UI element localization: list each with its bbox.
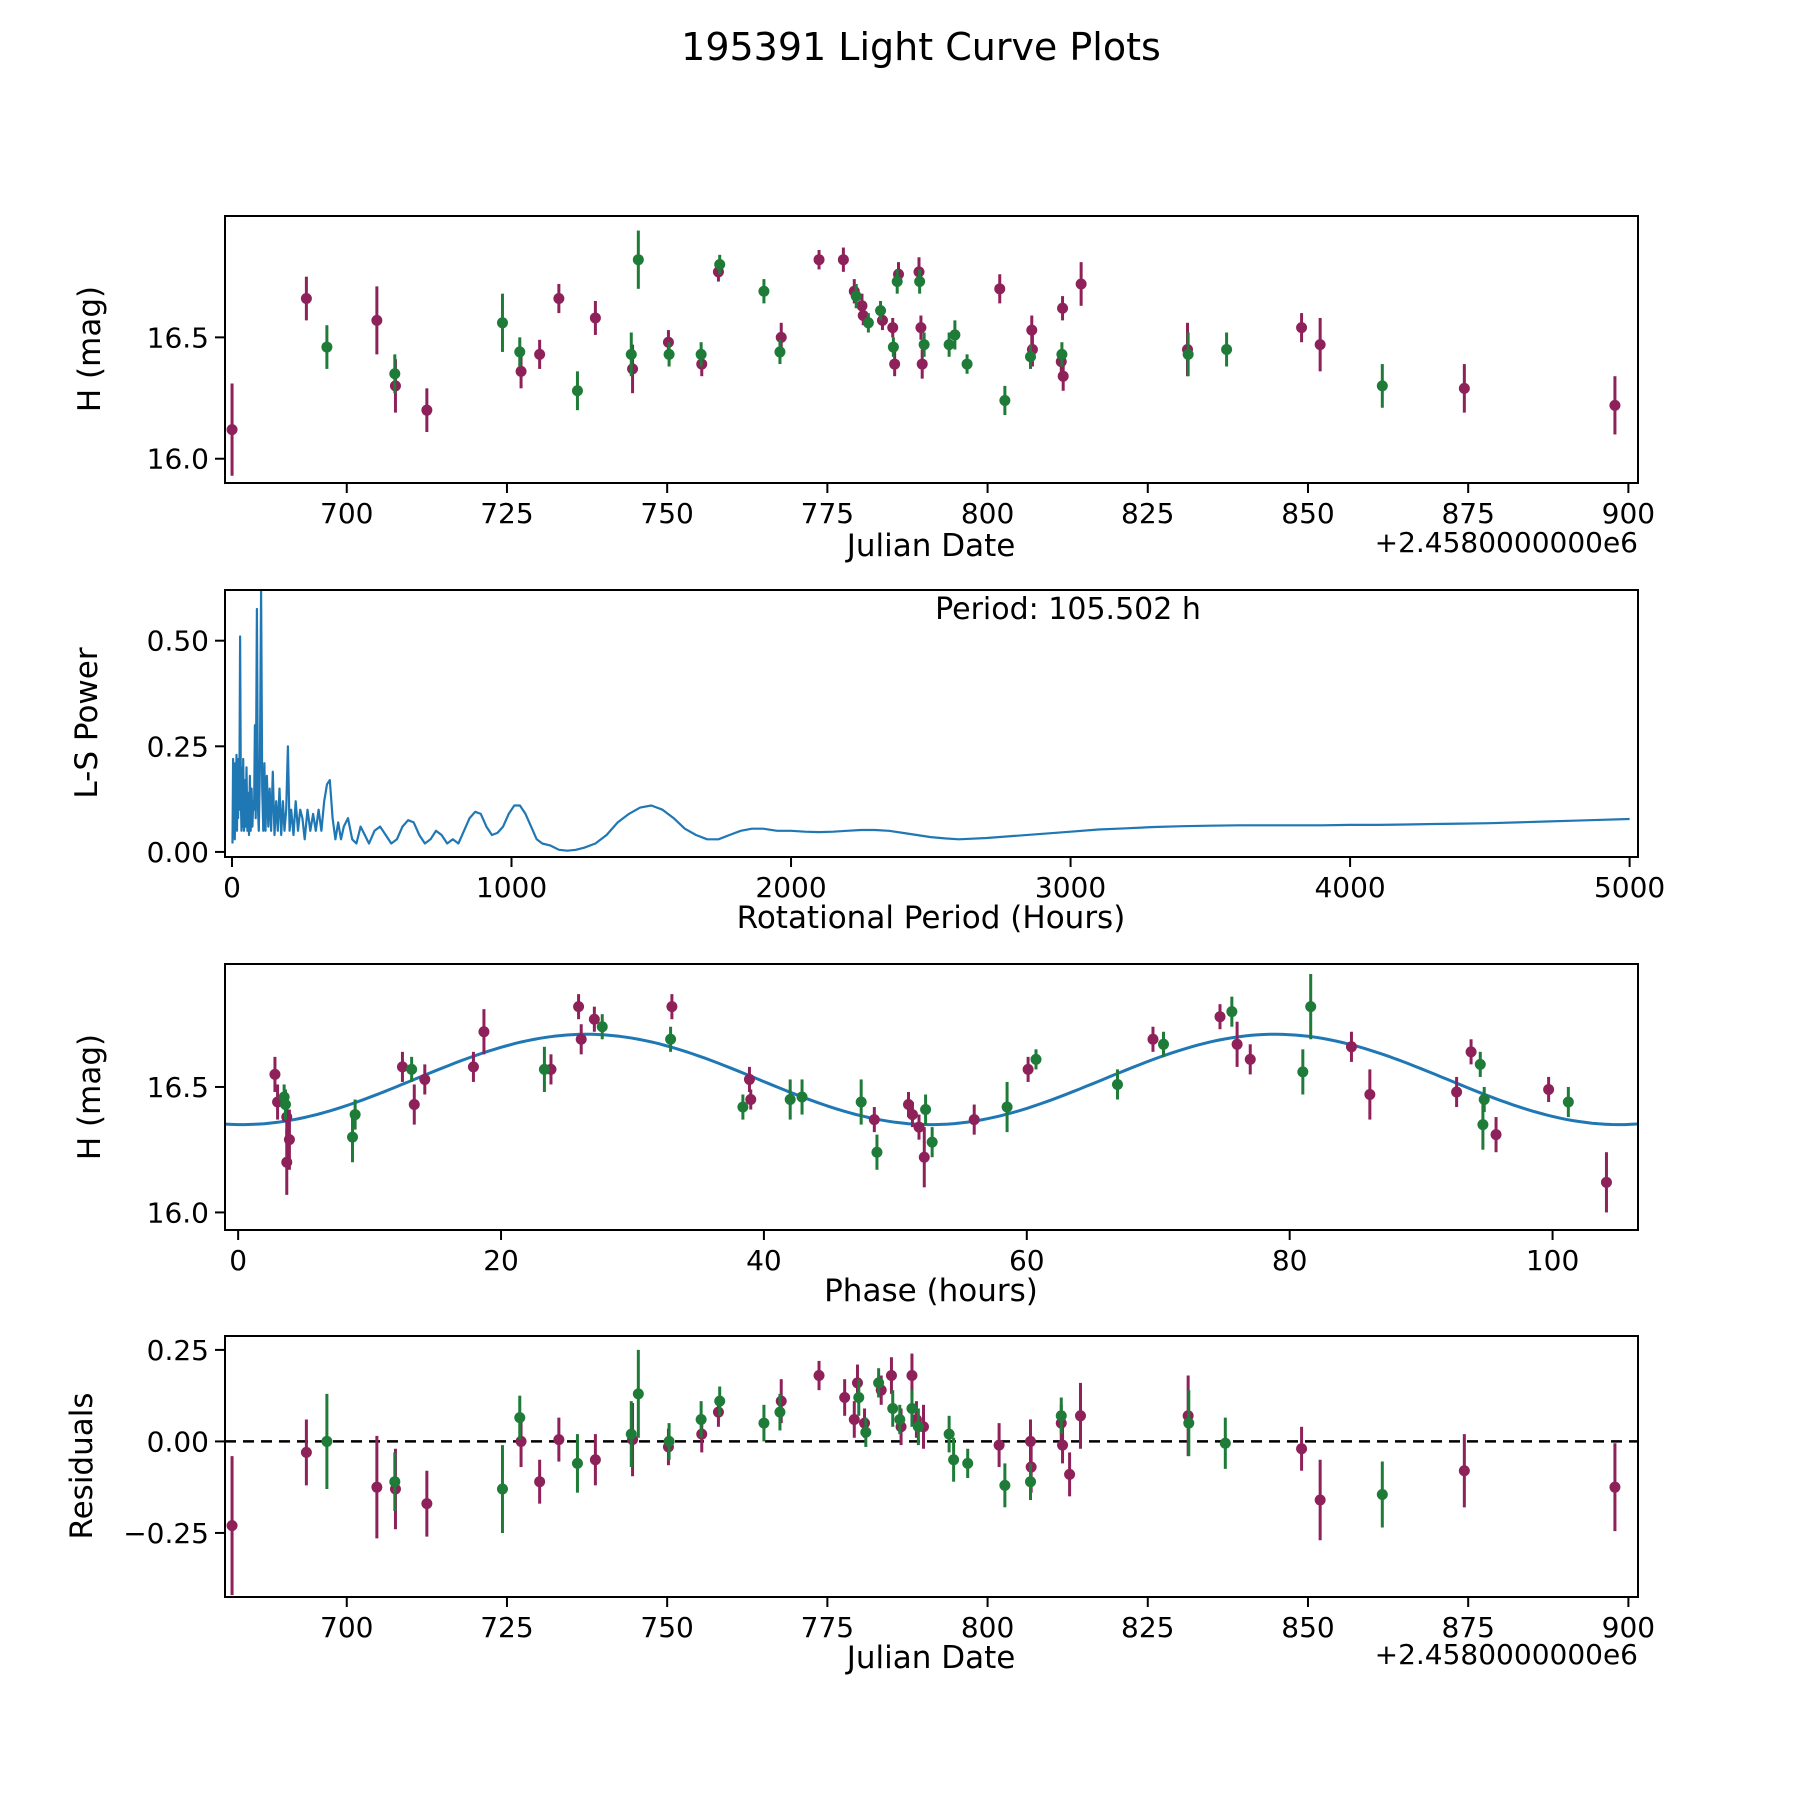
data-point <box>1346 1041 1357 1052</box>
data-point <box>1377 1489 1388 1500</box>
data-point <box>301 293 312 304</box>
data-point <box>714 259 725 270</box>
x-tick-label: 725 <box>480 497 534 530</box>
data-point <box>907 1109 918 1120</box>
data-point <box>774 346 785 357</box>
x-tick-label: 0 <box>229 1244 248 1277</box>
data-point <box>1232 1039 1243 1050</box>
data-point <box>576 1034 587 1045</box>
data-point <box>1215 1011 1226 1022</box>
data-point <box>1297 1066 1308 1077</box>
data-point <box>539 1064 550 1075</box>
x-tick-label: 900 <box>1601 1611 1656 1644</box>
data-point <box>666 1001 677 1012</box>
data-point <box>321 1436 332 1447</box>
residuals-xlabel: Julian Date <box>846 1640 1016 1676</box>
data-point <box>468 1061 479 1072</box>
data-point <box>1459 383 1470 394</box>
axes-spines <box>225 590 1638 857</box>
data-point <box>871 1147 882 1158</box>
data-point <box>892 276 903 287</box>
data-point <box>389 368 400 379</box>
y-tick-label: 0.25 <box>146 730 209 764</box>
data-point <box>999 1480 1010 1491</box>
data-point <box>1076 278 1087 289</box>
series-maroon <box>269 994 1612 1212</box>
data-point <box>994 1440 1005 1451</box>
data-point <box>497 317 508 328</box>
data-point <box>1609 400 1620 411</box>
data-point <box>696 349 707 360</box>
y-tick-label: 16.5 <box>146 1070 209 1104</box>
data-point <box>839 1392 850 1403</box>
periodogram-ylabel: L-S Power <box>69 647 105 799</box>
data-point <box>590 312 601 323</box>
data-point <box>572 385 583 396</box>
subplot-periodogram <box>147 590 1666 904</box>
data-point <box>873 1377 884 1388</box>
data-point <box>863 317 874 328</box>
data-point <box>1459 1465 1470 1476</box>
data-point <box>758 1418 769 1429</box>
x-tick-label: 800 <box>960 1611 1015 1644</box>
y-tick-label: 0.00 <box>146 835 209 869</box>
data-point <box>1601 1177 1612 1188</box>
light-curve-x-offset: +2.4580000000e6 <box>1374 526 1638 559</box>
data-point <box>917 359 928 370</box>
y-tick-label: 16.0 <box>146 1196 209 1230</box>
data-point <box>406 1064 417 1075</box>
y-tick-label: 16.5 <box>146 321 209 355</box>
x-tick-label: 60 <box>1008 1244 1045 1277</box>
light-curve-ylabel: H (mag) <box>72 285 108 413</box>
data-point <box>1315 1494 1326 1505</box>
data-point <box>1466 1046 1477 1057</box>
data-point <box>1057 303 1068 314</box>
model-sine-curve <box>225 1034 1638 1124</box>
x-tick-label: 825 <box>1121 497 1175 530</box>
data-point <box>1609 1482 1620 1493</box>
data-point <box>877 315 888 326</box>
plot-data-area <box>225 1350 1638 1595</box>
data-point <box>888 342 899 353</box>
data-point <box>514 1412 525 1423</box>
data-point <box>949 329 960 340</box>
x-tick-label: 700 <box>320 1611 374 1644</box>
plot-data-area <box>227 231 1621 476</box>
x-tick-label: 4000 <box>1314 871 1386 904</box>
data-point <box>350 1109 361 1120</box>
data-point <box>1377 380 1388 391</box>
data-point <box>994 283 1005 294</box>
x-tick-label: 40 <box>746 1244 782 1277</box>
period-annotation: Period: 105.502 h <box>935 592 1201 627</box>
data-point <box>664 1436 675 1447</box>
plot-data-area <box>233 590 1630 851</box>
data-point <box>1221 344 1232 355</box>
data-point <box>962 359 973 370</box>
data-point <box>301 1447 312 1458</box>
data-point <box>1305 1001 1316 1012</box>
data-point <box>573 1001 584 1012</box>
data-point <box>886 1370 897 1381</box>
series-green <box>321 231 1387 415</box>
phase-curve-xlabel: Phase (hours) <box>824 1273 1038 1309</box>
data-point <box>969 1114 980 1125</box>
x-tick-label: 750 <box>640 497 694 530</box>
data-point <box>590 1454 601 1465</box>
data-point <box>860 1427 871 1438</box>
data-point <box>744 1074 755 1085</box>
x-tick-label: 775 <box>800 497 855 530</box>
data-point <box>944 339 955 350</box>
data-point <box>814 1370 825 1381</box>
data-point <box>927 1137 938 1148</box>
data-point <box>1477 1119 1488 1130</box>
data-point <box>913 1421 924 1432</box>
data-point <box>1475 1059 1486 1070</box>
data-point <box>1025 1476 1036 1487</box>
data-point <box>371 1482 382 1493</box>
data-point <box>1002 1102 1013 1113</box>
data-point <box>1364 1089 1375 1100</box>
x-tick-label: 100 <box>1525 1244 1580 1277</box>
data-point <box>389 1476 400 1487</box>
axes-spines <box>225 964 1638 1230</box>
periodogram-xlabel: Rotational Period (Hours) <box>736 900 1126 936</box>
data-point <box>1451 1086 1462 1097</box>
data-point <box>785 1094 796 1105</box>
plot-data-area <box>225 974 1638 1212</box>
x-tick-label: 800 <box>960 497 1015 530</box>
x-tick-label: 2000 <box>755 871 827 904</box>
data-point <box>1025 351 1036 362</box>
x-tick-label: 850 <box>1281 497 1335 530</box>
data-point <box>1220 1438 1231 1449</box>
data-point <box>1245 1054 1256 1065</box>
data-point <box>409 1099 420 1110</box>
data-point <box>421 405 432 416</box>
data-point <box>321 342 332 353</box>
data-point <box>1296 1443 1307 1454</box>
axes-spines <box>225 216 1638 483</box>
x-tick-label: 875 <box>1441 497 1495 530</box>
data-point <box>572 1458 583 1469</box>
data-point <box>797 1092 808 1103</box>
data-point <box>269 1069 280 1080</box>
residuals-x-offset: +2.4580000000e6 <box>1374 1638 1638 1671</box>
data-point <box>553 1434 564 1445</box>
data-point <box>948 1454 959 1465</box>
data-point <box>516 366 527 377</box>
x-tick-label: 20 <box>483 1244 519 1277</box>
data-point <box>1112 1079 1123 1090</box>
x-tick-label: 825 <box>1121 1611 1175 1644</box>
x-tick-label: 875 <box>1441 1611 1495 1644</box>
data-point <box>1058 371 1069 382</box>
x-tick-label: 750 <box>640 1611 694 1644</box>
data-point <box>906 1370 917 1381</box>
light-curve-xlabel: Julian Date <box>846 528 1016 564</box>
phase-curve-ylabel: H (mag) <box>72 1033 108 1161</box>
data-point <box>869 1114 880 1125</box>
y-tick-label: −0.25 <box>123 1516 209 1550</box>
data-point <box>887 1403 898 1414</box>
data-point <box>774 1407 785 1418</box>
x-tick-label: 5000 <box>1593 871 1666 904</box>
data-point <box>1543 1084 1554 1095</box>
periodogram-line <box>233 590 1630 851</box>
data-point <box>665 1034 676 1045</box>
data-point <box>914 276 925 287</box>
data-point <box>1057 1440 1068 1451</box>
data-point <box>962 1458 973 1469</box>
data-point <box>758 286 769 297</box>
data-point <box>1183 349 1194 360</box>
data-point <box>1147 1034 1158 1045</box>
x-tick-label: 775 <box>800 1611 855 1644</box>
data-point <box>626 349 637 360</box>
subplot-phase-curve <box>147 964 1638 1277</box>
data-point <box>1315 339 1326 350</box>
data-point <box>1563 1097 1574 1108</box>
data-point <box>1023 1064 1034 1075</box>
y-tick-label: 0.50 <box>146 624 209 658</box>
data-point <box>664 349 675 360</box>
data-point <box>920 1104 931 1115</box>
data-point <box>1064 1469 1075 1480</box>
data-point <box>1075 1410 1086 1421</box>
data-point <box>1491 1129 1502 1140</box>
data-point <box>906 1403 917 1414</box>
data-point <box>919 339 930 350</box>
data-point <box>894 1414 905 1425</box>
data-point <box>534 349 545 360</box>
data-point <box>597 1021 608 1032</box>
data-point <box>497 1484 508 1495</box>
data-point <box>281 1157 292 1168</box>
x-tick-label: 0 <box>223 871 241 904</box>
axes-spines <box>225 1336 1638 1597</box>
data-point <box>1226 1006 1237 1017</box>
data-point <box>397 1061 408 1072</box>
data-point <box>999 395 1010 406</box>
data-point <box>534 1476 545 1487</box>
data-point <box>419 1074 430 1085</box>
data-point <box>1056 1410 1067 1421</box>
x-tick-label: 900 <box>1601 497 1656 530</box>
x-tick-label: 3000 <box>1034 871 1107 904</box>
data-point <box>227 1520 238 1531</box>
data-point <box>915 322 926 333</box>
y-tick-label: 0.25 <box>146 1333 209 1367</box>
data-point <box>919 1152 930 1163</box>
data-point <box>714 1396 725 1407</box>
data-point <box>626 1429 637 1440</box>
data-point <box>737 1102 748 1113</box>
data-point <box>347 1132 358 1143</box>
data-point <box>280 1099 291 1110</box>
subplot-light-curve <box>147 216 1655 530</box>
data-point <box>371 315 382 326</box>
data-point <box>1183 1418 1194 1429</box>
y-tick-label: 16.0 <box>146 442 209 476</box>
data-point <box>633 254 644 265</box>
data-point <box>696 1414 707 1425</box>
data-point <box>553 293 564 304</box>
subplot-residuals <box>123 1334 1655 1644</box>
data-point <box>633 1388 644 1399</box>
x-tick-label: 725 <box>480 1611 534 1644</box>
data-point <box>889 359 900 370</box>
data-point <box>478 1026 489 1037</box>
y-tick-label: 0.00 <box>146 1425 209 1459</box>
data-point <box>856 1097 867 1108</box>
data-point <box>1056 349 1067 360</box>
x-tick-label: 1000 <box>475 871 548 904</box>
data-point <box>421 1498 432 1509</box>
figure-title: 195391 Light Curve Plots <box>681 25 1161 69</box>
data-point <box>851 291 862 302</box>
data-point <box>838 254 849 265</box>
residuals-ylabel: Residuals <box>64 1392 100 1540</box>
data-point <box>875 305 886 316</box>
x-tick-label: 700 <box>320 497 374 530</box>
data-point <box>853 1392 864 1403</box>
data-point <box>1158 1039 1169 1050</box>
x-tick-label: 80 <box>1271 1244 1308 1277</box>
data-point <box>514 346 525 357</box>
x-tick-label: 850 <box>1281 1611 1335 1644</box>
data-point <box>1296 322 1307 333</box>
data-point <box>887 322 898 333</box>
series-maroon <box>227 1354 1621 1596</box>
data-point <box>814 254 825 265</box>
data-point <box>227 424 238 435</box>
data-point <box>1030 1054 1041 1065</box>
